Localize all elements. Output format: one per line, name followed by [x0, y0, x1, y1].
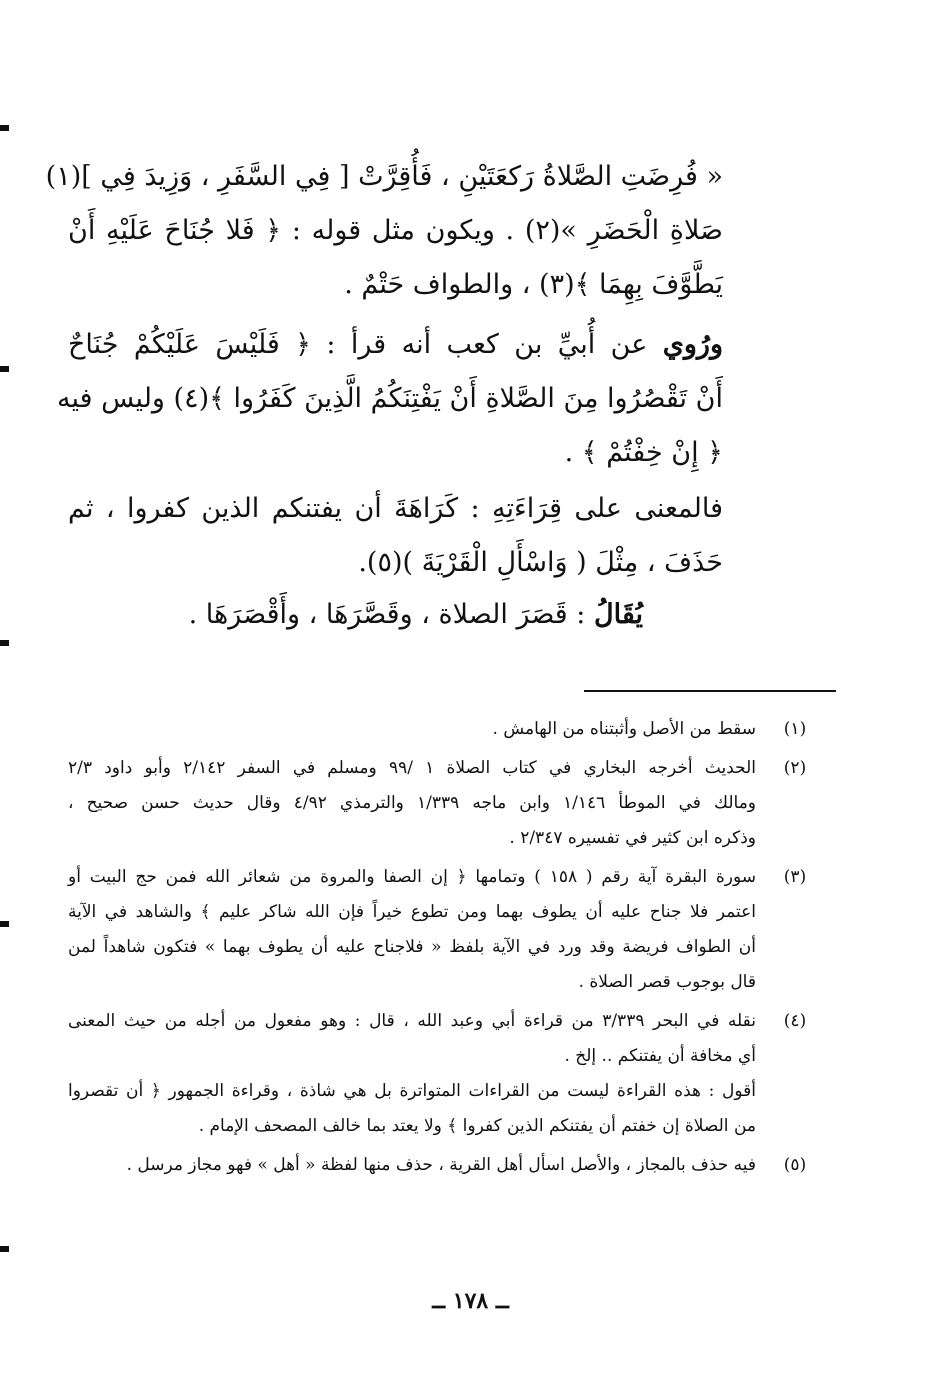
- footnote-comment: [68, 1074, 756, 1144]
- margin-mark: [0, 1246, 9, 1252]
- paragraph-ubayy-reading: [57, 318, 723, 480]
- footnote-line: سورة البقرة آية رقم ( ١٥٨ ) وتمامها ﴿ إن الصفا والمروة من شعائر الله فمن حج البيت أو: [68, 867, 757, 887]
- footnote-line: سقط من الأصل وأثبتناه من الهامش .: [492, 719, 756, 739]
- footnote-line: اعتمر فلا جناح عليه أن يطوف بهما ومن تطوع خيراً فإن الله شاكر عليم ﴾ والشاهد في الآية: [68, 902, 756, 922]
- lead-word: يُقَالُ: [593, 599, 643, 630]
- footnote-line: أي مخافة أن يفتنكم .. إلخ .: [564, 1046, 756, 1066]
- text-line: حَذَفَ ، مِثْلَ ( وَاسْأَلِ الْقَرْيَةَ )(٥).: [358, 547, 723, 578]
- text-line: فالمعنى على قِرَاءَتِهِ : كَرَاهَةَ أن يفتنكم الذين كفروا ، ثم: [68, 493, 723, 524]
- footnote-4: [68, 1004, 818, 1144]
- footnote-number: (١): [783, 719, 807, 739]
- footnote-line: فيه حذف بالمجاز ، والأصل اسأل أهل القرية ، حذف منها لفظة « أهل » فهو مجاز مرسل .: [126, 1155, 756, 1175]
- paragraph-meaning: [68, 482, 723, 590]
- text-line: « فُرِضَتِ الصَّلاةُ رَكعَتَيْنِ ، فَأُقِرَّتْ [ فِي السَّفَرِ ، وَزِيدَ فِي ](١): [45, 161, 723, 192]
- paragraph-yuqal: [68, 588, 723, 642]
- text-line: [68, 588, 723, 642]
- text-segment: عن أُبيِّ بن كعب أنه قرأ : ﴿ فَلَيْسَ عَلَيْكُمْ جُنَاحٌ: [68, 329, 648, 360]
- text-segment: : قَصَرَ الصلاة ، وقَصَّرَهَا ، وأَقْصَرَهَا .: [188, 599, 586, 630]
- margin-mark: [0, 125, 9, 131]
- text-line: صَلاةِ الْحَضَرِ »(٢) . ويكون مثل قوله : ﴿ فَلا جُنَاحَ عَلَيْهِ أَنْ: [68, 215, 723, 246]
- footnote-number: (٤): [783, 1011, 807, 1031]
- footnote-line: أن الطواف فريضة وقد ورد في الآية بلفظ « فلاجناح عليه أن يطوف بهما » فتكون شاهداً لمن: [68, 937, 756, 957]
- footnote-line: الحديث أخرجه البخاري في كتاب الصلاة ١ /٩٩ ومسلم في السفر ٢/١٤٢ وأبو داود ٢/٣: [68, 758, 757, 778]
- footnote-line: من الصلاة إن خفتم أن يفتنكم الذين كفروا ﴾ ولا يعتد بما خالف المصحف الإمام .: [198, 1116, 756, 1136]
- text-line: يَطَّوَّفَ بِهِمَا ﴾(٣) ، والطواف حَتْمٌ .: [344, 269, 723, 300]
- footnote-number: (٥): [783, 1155, 807, 1175]
- footnote-line: وذكره ابن كثير في تفسيره ٢/٣٤٧ .: [509, 828, 756, 848]
- footnote-line: ومالك في الموطأ ١/١٤٦ وابن ماجه ١/٣٣٩ والترمذي ٤/٩٢ وقال حديث حسن صحيح ،: [68, 793, 757, 813]
- footnote-line: أقول : هذه القراءة ليست من القراءات المتواترة بل هي شاذة ، وقراءة الجمهور ﴿ أن تقصروا: [68, 1081, 756, 1101]
- footnote-1: [68, 712, 818, 747]
- footnote-2: [68, 751, 818, 856]
- footnote-5: [68, 1148, 818, 1183]
- text-line: ﴿ إِنْ خِفْتُمْ ﴾ .: [564, 437, 723, 468]
- footnote-line: نقله في البحر ٣/٣٣٩ من قراءة أبي وعبد الله ، قال : وهو مفعول من أجله من حيث المعنى: [68, 1011, 756, 1031]
- text-line: [68, 318, 723, 372]
- margin-mark: [0, 921, 9, 927]
- footnote-number: (٣): [783, 867, 807, 887]
- page-number: ــ ١٧٨ ــ: [432, 1288, 509, 1314]
- margin-mark: [0, 366, 9, 372]
- paragraph-hadith: [45, 150, 723, 312]
- footnote-line: قال بوجوب قصر الصلاة .: [578, 972, 756, 992]
- footnote-3: [68, 860, 818, 1000]
- lead-word: ورُوي: [662, 329, 723, 360]
- text-line: أَنْ تَقْصُرُوا مِنَ الصَّلاةِ أَنْ يَفْتِنَكُمُ الَّذِينَ كَفَرُوا ﴾(٤) وليس فيه: [57, 383, 723, 414]
- footnotes: [68, 712, 818, 1187]
- margin-mark: [0, 640, 9, 646]
- footnote-number: (٢): [783, 758, 807, 778]
- footnote-separator: [584, 690, 836, 692]
